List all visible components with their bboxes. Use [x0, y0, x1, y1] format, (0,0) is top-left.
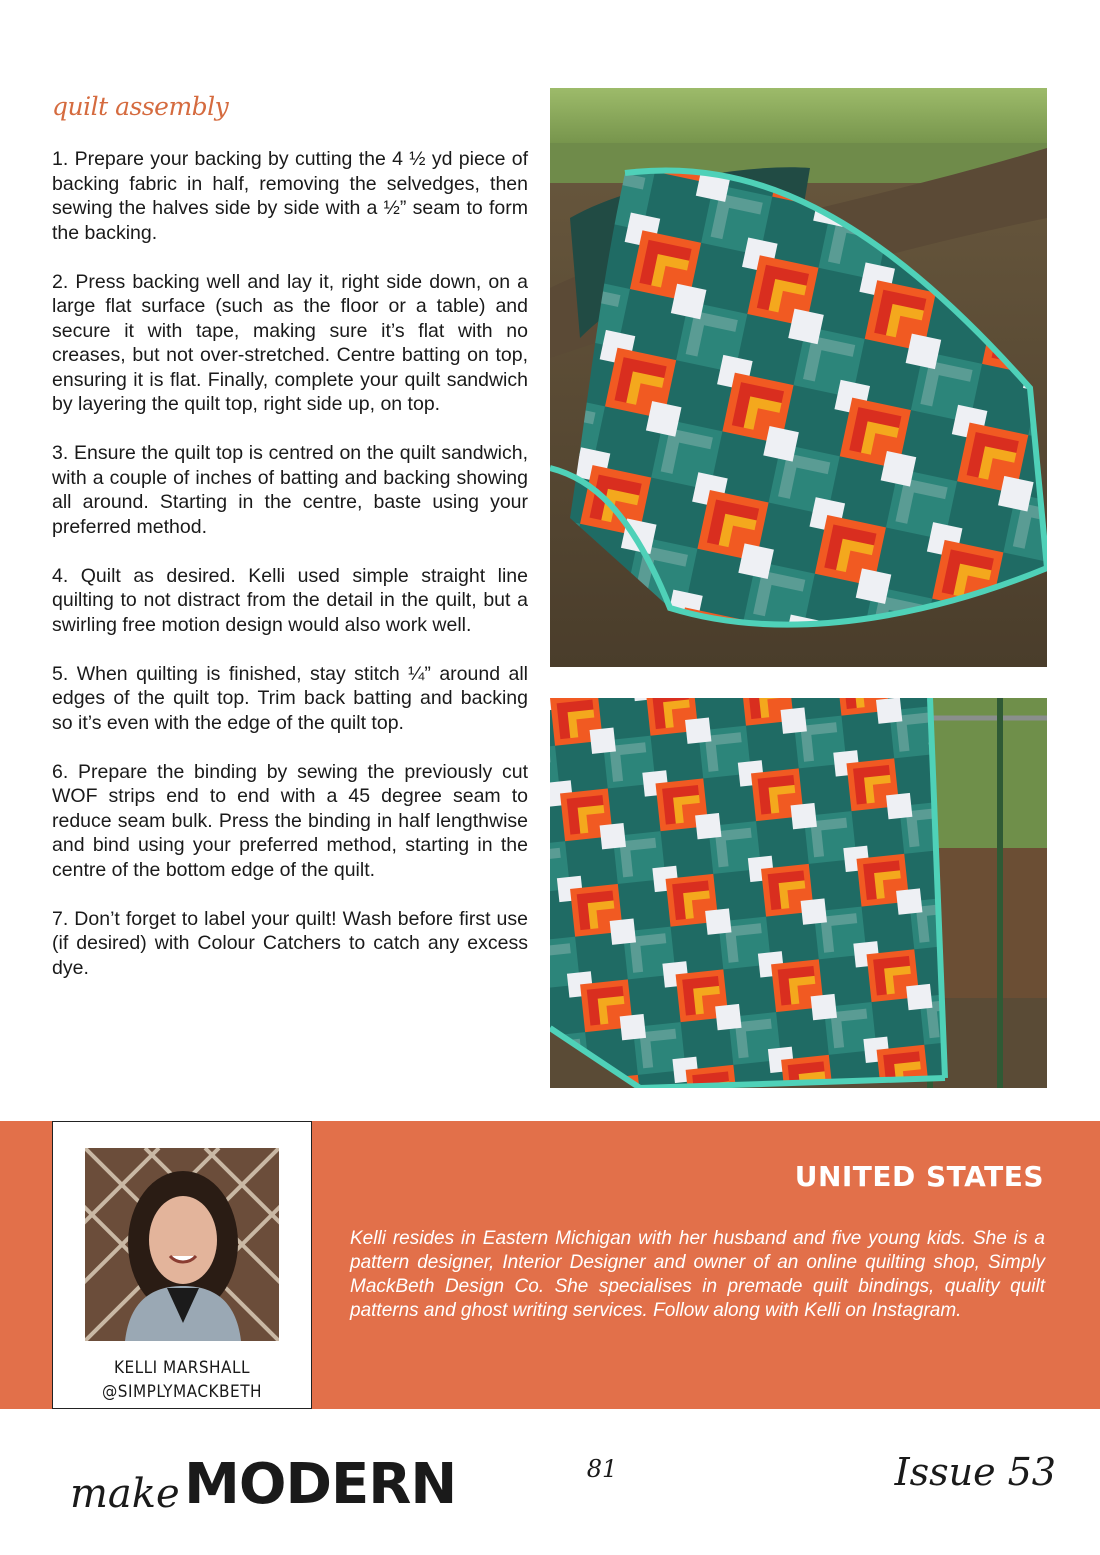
assembly-steps [52, 147, 528, 1005]
quilt-photo-fence [550, 698, 1047, 1088]
author-name: KELLI MARSHALL [113, 1358, 251, 1378]
step-1: 1. Prepare your backing by cutting the 4 ½ yd piece of backing fabric in half, removing the selvedges, then sewing the halves side by side with a ½” seam to form the backing. [52, 148, 528, 244]
step-4: 4. Quilt as desired. Kelli used simple straight line quilting to not distract from the detail in the quilt, but a swirling free motion design would also work well. [52, 564, 528, 636]
step-2: 2. Press backing well and lay it, right side down, on a large flat surface (such as the floor or a table) and secure it with tape, making sure it’s flat with no creases, but not over-stretched. Centre batting on top, ensuring it is flat. Finally, complete your quilt sandwich by layering the quilt top, right side up, on top. [52, 270, 528, 415]
step-6: 6. Prepare the binding by sewing the previously cut WOF strips end to end with a 45 degree seam to reduce seam bulk. Press the binding in half lengthwise and bind using your preferred method, starting in the centre of the bottom edge of the quilt. [52, 760, 528, 881]
author-handle: @SIMPLYMACKBETH [101, 1382, 263, 1402]
quilt-photo-log [550, 88, 1047, 667]
logo-make: make [70, 1471, 180, 1517]
bio-text: Kelli resides in Eastern Michigan with her husband and five young kids. She is a pattern designer, Interior Designer and owner of an online quilting shop, Simply MackBeth Design Co. She specialises in premade quilt bindings, quality quilt patterns and ghost writing services. Follow along with Kelli on Instagram. [350, 1228, 1045, 1321]
step-3: 3. Ensure the quilt top is centred on the quilt sandwich, with a couple of inches of batting and backing showing all around. Starting in the centre, baste using your preferred method. [52, 442, 528, 538]
step-7: 7. Don’t forget to label your quilt! Wash before first use (if desired) with Colour Catchers to catch any excess dye. [52, 907, 528, 979]
page-number: 81 [586, 1455, 618, 1483]
step-5: 5. When quilting is finished, stay stitch ¼” around all edges of the quilt top. Trim back batting and backing so it’s even with the edge of the quilt top. [52, 662, 528, 734]
author-photo [85, 1148, 279, 1341]
section-heading: quilt assembly [52, 92, 229, 121]
issue-label: Issue 53 [894, 1450, 1056, 1494]
author-card [52, 1121, 312, 1409]
logo-modern: MODERN [184, 1452, 457, 1517]
bio-country: UNITED STATES [794, 1160, 1044, 1193]
magazine-logo [70, 1452, 456, 1516]
